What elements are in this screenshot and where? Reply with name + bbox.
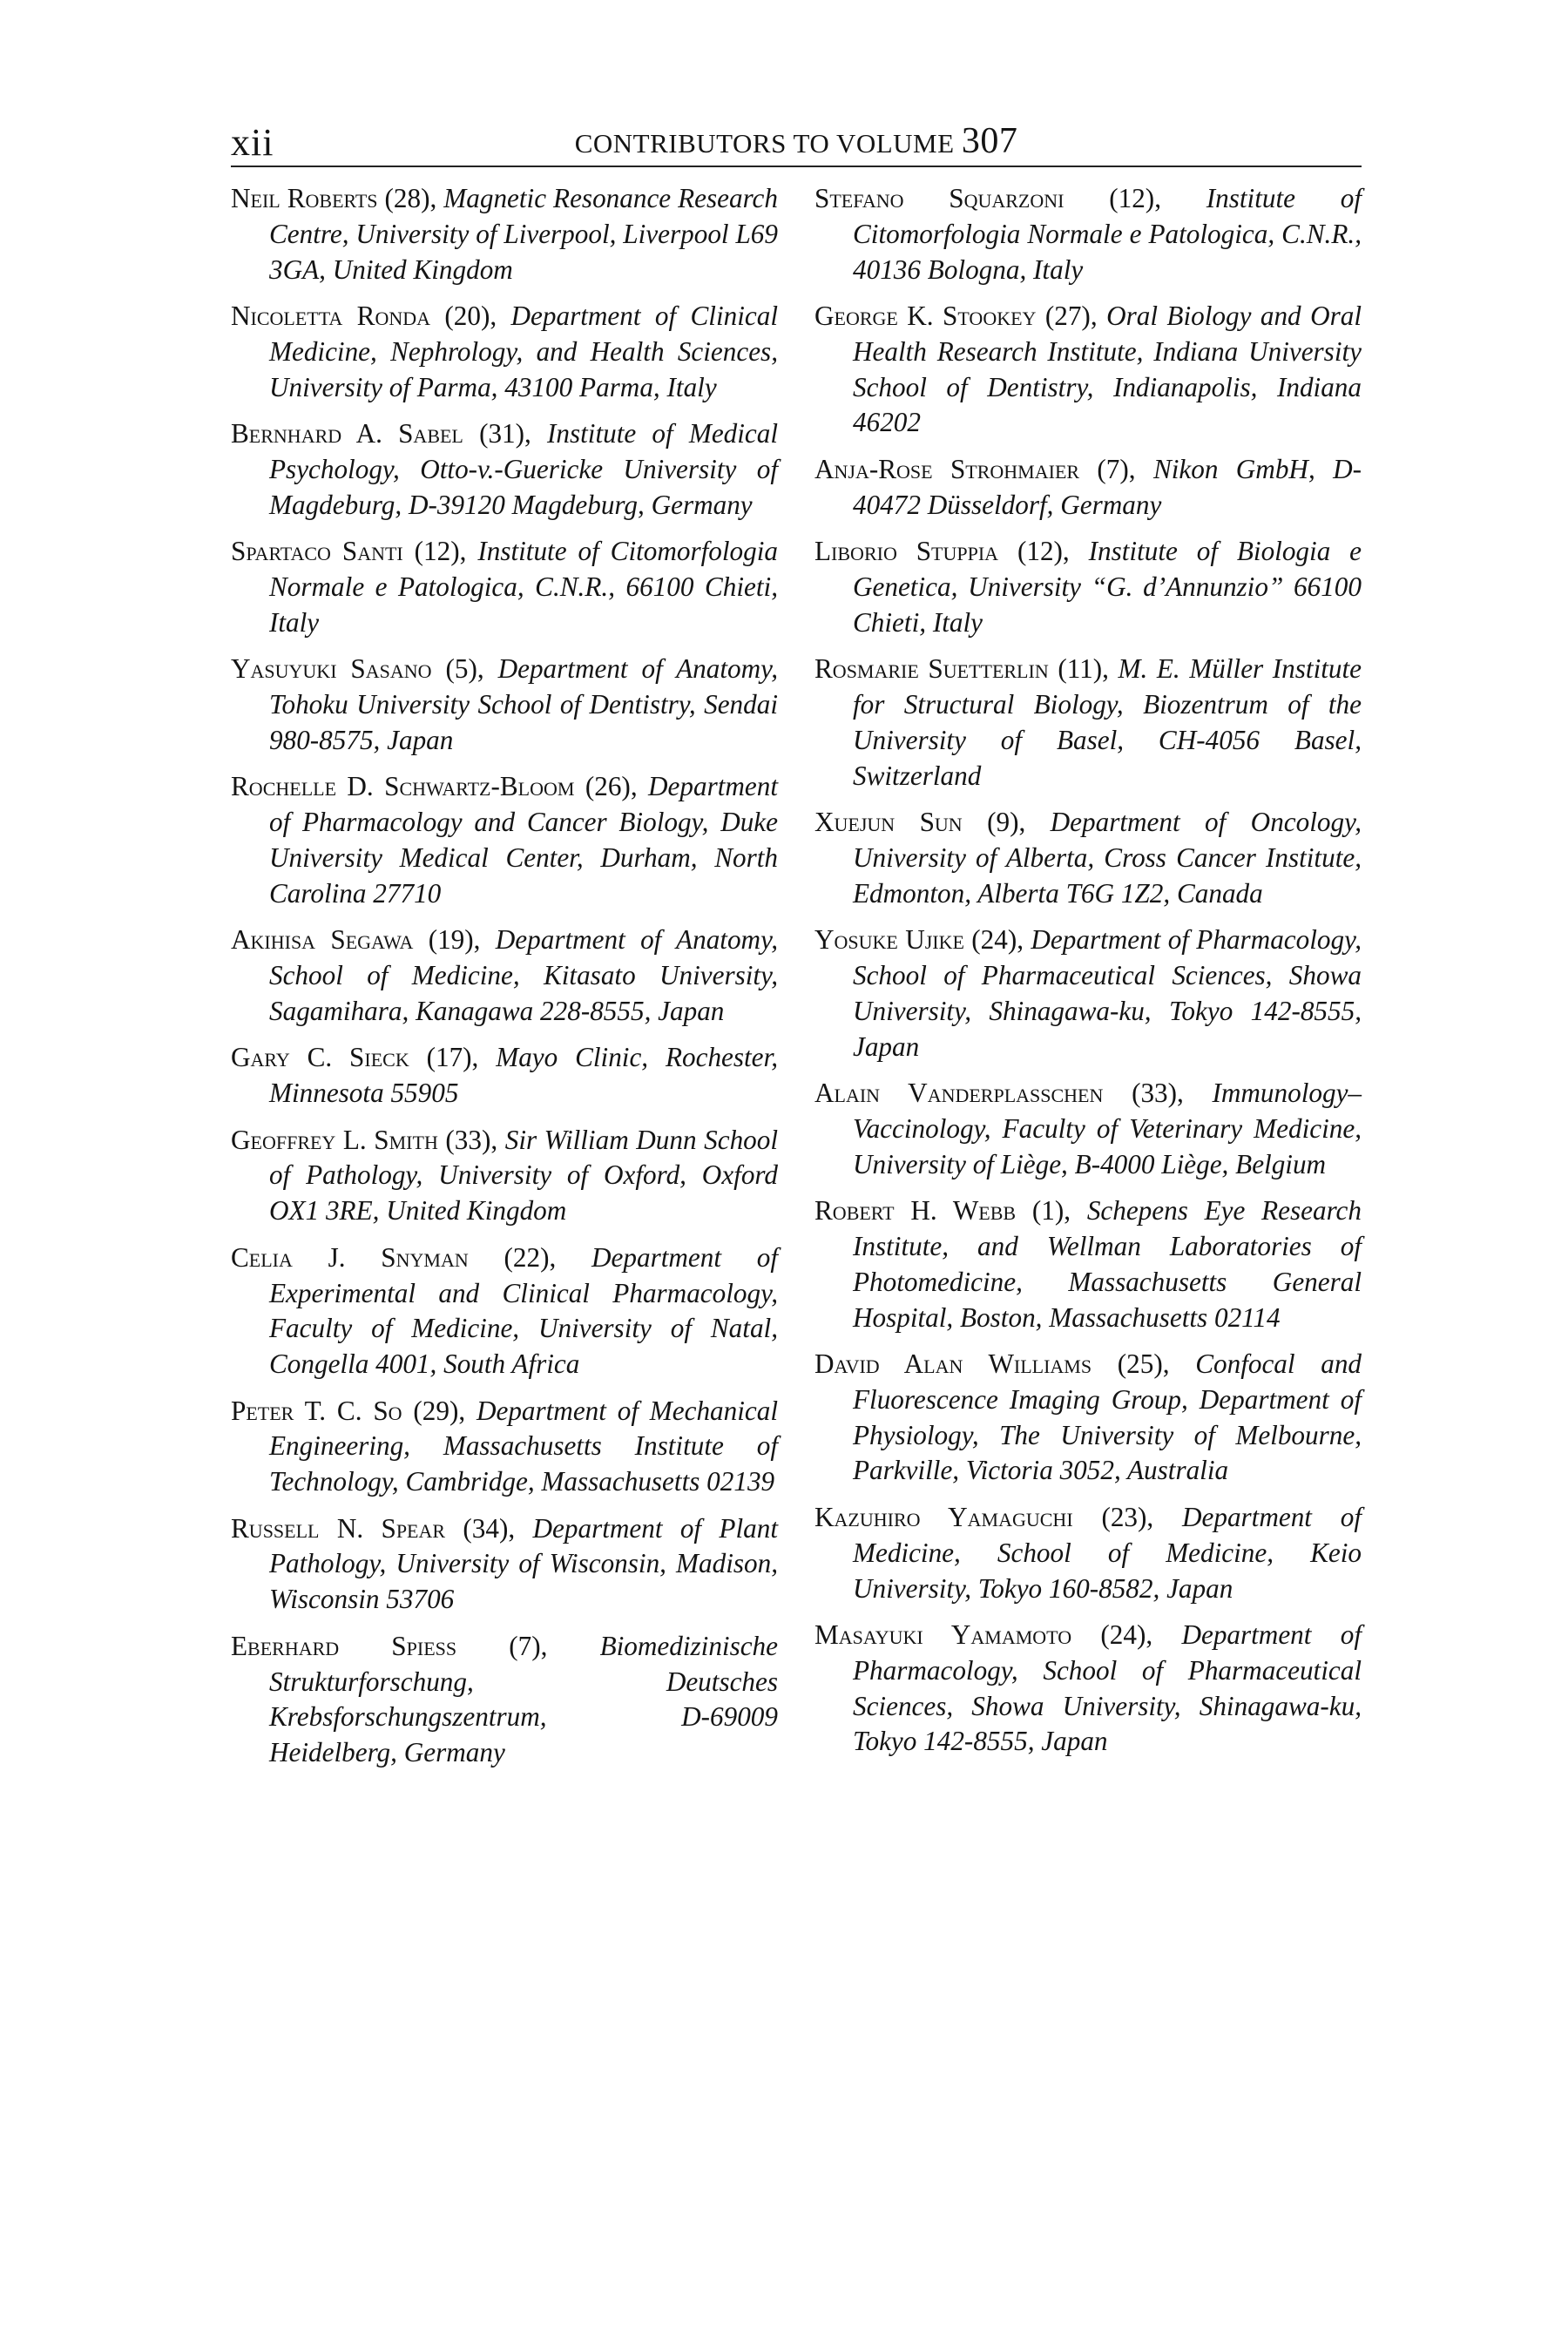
contributor-name: Nicoletta Ronda (231, 301, 431, 332)
contributor-name: Stefano Squarzoni (814, 183, 1064, 213)
chapter-number: (11), (1058, 653, 1109, 685)
contributor-affiliation: Institute of Citomorfologia Normale e Patologica, C.N.R., 40136 Bologna, Italy (853, 183, 1362, 285)
contributor-affiliation: M. E. Müller Institute for Structural Biology, Biozentrum of the University of Basel, CH-4056 Basel, Switzerland (853, 653, 1362, 791)
chapter-number: (7), (509, 1630, 548, 1661)
contributor-affiliation: Department of Experimental and Clinical Pharmacology, Faculty of Medicine, University of Natal, Congella 4001, South Africa (269, 1241, 779, 1380)
contributor-name: Kazuhiro Yamaguchi (814, 1501, 1073, 1532)
chapter-number: (20), (444, 301, 497, 332)
contributor-name: Xuejun Sun (814, 807, 963, 838)
page-number: xii (231, 121, 274, 164)
contributor-affiliation: Department of Oncology, University of Alberta, Cross Cancer Institute, Edmonton, Alberta T6G 1Z2, Canada (853, 807, 1362, 909)
chapter-number: (26), (585, 771, 638, 802)
contributor-name: Masayuki Yamamoto (814, 1619, 1072, 1651)
contributor-name: David Alan Williams (814, 1348, 1092, 1380)
contributor-affiliation: Department of Pharmacology, School of Pharmaceutical Sciences, Showa University, Shinagawa-ku, Tokyo 142-8555, Japan (853, 1619, 1362, 1757)
chapter-number: (7), (1097, 453, 1136, 484)
contributor-affiliation: Department of Anatomy, Tohoku University School of Dentistry, Sendai 980-8575, Japan (269, 653, 779, 755)
contributor-entry (231, 1394, 778, 1500)
contributor-affiliation: Immunology–Vaccinology, Faculty of Veterinary Medicine, University of Liège, B-4000 Liège, Belgium (853, 1078, 1362, 1179)
contributor-name: Alain Vanderplasschen (814, 1078, 1104, 1109)
chapter-number: (17), (426, 1042, 479, 1073)
contributor-affiliation: Department of Pharmacology, School of Pharmaceutical Sciences, Showa University, Shinagawa-ku, Tokyo 142-8555, Japan (853, 924, 1362, 1062)
contributor-name: Liborio Stuppia (814, 536, 999, 567)
contributor-name: Yosuke Ujike (814, 924, 964, 956)
contributor-name: Bernhard A. Sabel (231, 418, 463, 449)
running-title (231, 120, 1362, 162)
chapter-number: (19), (428, 924, 481, 956)
chapter-number: (29), (413, 1395, 466, 1426)
contributor-affiliation: Department of Plant Pathology, University of Wisconsin, Madison, Wisconsin 53706 (269, 1512, 778, 1615)
chapter-number: (22), (504, 1241, 557, 1273)
contributor-entry (231, 299, 778, 405)
chapter-number: (24), (1100, 1619, 1153, 1651)
contributor-entry (814, 805, 1362, 911)
contributor-name: Peter T. C. So (231, 1395, 402, 1426)
contributor-affiliation: Institute of Medical Psychology, Otto-v.-Guericke University of Magdeburg, D-39120 Magdeburg, Germany (269, 418, 779, 520)
contributor-affiliation: Department of Medicine, School of Medicine, Keio University, Tokyo 160-8582, Japan (853, 1501, 1362, 1604)
contributor-name: Anja-Rose Strohmaier (814, 453, 1080, 484)
contributor-entry (231, 1040, 778, 1112)
chapter-number: (33), (445, 1124, 498, 1155)
contributor-affiliation: Institute of Biologia e Genetica, University “G. d’Annunzio” 66100 Chieti, Italy (853, 536, 1362, 638)
chapter-number: (5), (445, 653, 484, 685)
contributor-name: Gary C. Sieck (231, 1042, 409, 1073)
chapter-number: (24), (971, 924, 1024, 956)
contributor-entry (814, 452, 1362, 524)
contributor-affiliation: Institute of Citomorfologia Normale e Patologica, C.N.R., 66100 Chieti, Italy (269, 536, 779, 638)
contributor-name: Rochelle D. Schwartz-Bloom (231, 771, 575, 802)
chapter-number: (33), (1132, 1078, 1184, 1109)
contributors-left-column (231, 181, 778, 1782)
contributor-affiliation: Schepens Eye Research Institute, and Wellman Laboratories of Photomedicine, Massachusetts General Hospital, Boston, Massachusetts 02114 (853, 1195, 1362, 1333)
contributor-entry (231, 181, 778, 287)
contributor-affiliation: Department of Anatomy, School of Medicine, Kitasato University, Sagamihara, Kanagawa 228-8555, Japan (269, 924, 778, 1026)
contributor-entry (814, 1618, 1362, 1760)
contributor-entry (814, 652, 1362, 794)
contributor-entry (231, 416, 778, 523)
contributor-affiliation: Confocal and Fluorescence Imaging Group, Department of Physiology, The University of Melbourne, Parkville, Victoria 3052, Australia (853, 1348, 1362, 1486)
contributor-entry (231, 923, 778, 1029)
contributor-affiliation: Magnetic Resonance Research Centre, University of Liverpool, Liverpool L69 3GA, United Kingdom (269, 183, 778, 285)
chapter-number: (34), (463, 1512, 516, 1544)
contributor-affiliation: Department of Mechanical Engineering, Massachusetts Institute of Technology, Cambridge, Massachusetts 02139 (269, 1395, 779, 1497)
contributor-affiliation: Sir William Dunn School of Pathology, University of Oxford, Oxford OX1 3RE, United Kingdom (269, 1124, 779, 1227)
chapter-number: (12), (414, 536, 467, 567)
contributor-entry (814, 1347, 1362, 1489)
contributors-right-column (814, 181, 1362, 1771)
contributor-affiliation: Biomedizinische Strukturforschung, Deutsches Krebsforschungszentrum, D-69009 Heidelberg, Germany (269, 1630, 778, 1768)
contributor-affiliation: Mayo Clinic, Rochester, Minnesota 55905 (269, 1042, 779, 1109)
volume-number: 307 (961, 121, 1018, 161)
contributor-name: Russell N. Spear (231, 1512, 446, 1544)
chapter-number: (23), (1101, 1501, 1154, 1532)
contributor-name: George K. Stookey (814, 301, 1037, 332)
contributor-affiliation: Department of Clinical Medicine, Nephrology, and Health Sciences, University of Parma, 43100 Parma, Italy (269, 301, 778, 402)
contributor-entry (814, 1500, 1362, 1606)
contributor-name: Robert H. Webb (814, 1195, 1017, 1227)
contributor-affiliation: Department of Pharmacology and Cancer Biology, Duke University Medical Center, Durham, North Carolina 27710 (269, 771, 779, 909)
contributor-name: Neil Roberts (231, 183, 378, 213)
chapter-number: (31), (479, 418, 531, 449)
chapter-number: (12), (1109, 183, 1161, 213)
contributor-entry (814, 1076, 1362, 1182)
chapter-number: (25), (1117, 1348, 1170, 1380)
contributor-entry (231, 534, 778, 640)
contributor-entry (231, 1629, 778, 1771)
contributor-name: Rosmarie Suetterlin (814, 653, 1049, 685)
chapter-number: (12), (1017, 536, 1070, 567)
contributor-entry (231, 1240, 778, 1382)
contributor-entry (814, 534, 1362, 640)
page-header (231, 113, 1362, 167)
chapter-number: (27), (1044, 301, 1098, 332)
contributor-name: Geoffrey L. Smith (231, 1124, 438, 1155)
contributor-entry (814, 923, 1362, 1064)
contributor-entry (231, 1511, 778, 1618)
contributor-entry (814, 181, 1362, 287)
contributor-entry (814, 299, 1362, 441)
contributor-entry (231, 1123, 778, 1229)
contributor-name: Celia J. Snyman (231, 1241, 469, 1273)
contributor-name: Spartaco Santi (231, 536, 403, 567)
contributor-entry (231, 652, 778, 758)
contributor-entry (814, 1193, 1362, 1335)
running-title-text: CONTRIBUTORS TO VOLUME (574, 128, 955, 159)
contributor-affiliation: Oral Biology and Oral Health Research Institute, Indiana University School of Dentistry, Indianapolis, Indiana 46202 (853, 301, 1362, 438)
contributor-name: Yasuyuki Sasano (231, 653, 432, 685)
chapter-number: (9), (987, 807, 1026, 838)
contributor-entry (231, 769, 778, 911)
contributor-name: Eberhard Spiess (231, 1630, 457, 1661)
chapter-number: (1), (1031, 1195, 1071, 1227)
contributor-affiliation: Nikon GmbH, D-40472 Düsseldorf, Germany (853, 453, 1362, 520)
chapter-number: (28), (384, 183, 437, 213)
contributor-name: Akihisa Segawa (231, 924, 414, 956)
